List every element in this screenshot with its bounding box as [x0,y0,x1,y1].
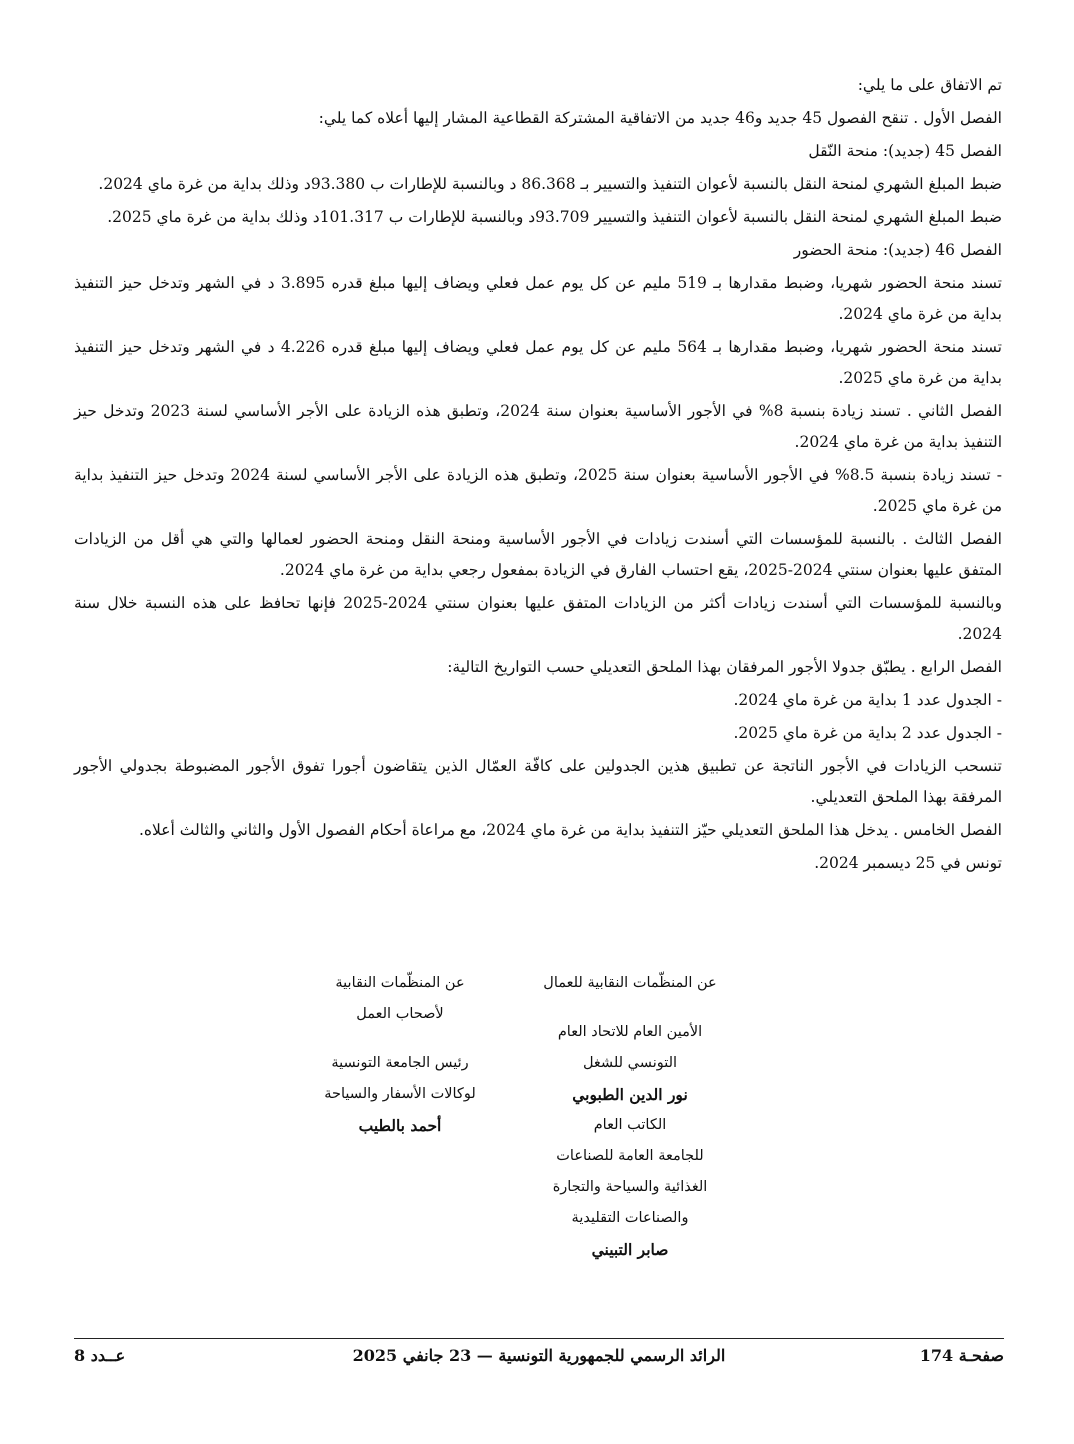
article-4: الفصل الرابع . يطبّق جدولا الأجور المرفقان بهذا الملحق التعديلي حسب التواريخ التالية: [447,658,1002,676]
signatory-name-1: نور الدين الطبوبي [572,1085,688,1104]
signatory-name-3: أحمد بالطيب [358,1116,442,1135]
document-body [74,70,1002,881]
gazette-title: الرائد الرسمي للجمهورية التونسية — 23 جانفي 2025 [352,1346,726,1365]
article-5: الفصل الخامس . يدخل هذا الملحق التعديلي حيّز التنفيذ بداية من غرة ماي 2024، مع مراعاة أحكام الفصول الأول والثاني والثالث أعلاه. [138,821,1002,839]
workers-heading: عن المنظّمات النقابية للعمال [543,975,717,991]
agreement-intro: تم الاتفاق على ما يلي: [857,76,1002,94]
issue-number: عــدد 8 [74,1346,126,1365]
employers-role-line2: لوكالات الأسفار والسياحة [324,1086,476,1102]
workers-signatures [520,968,740,1265]
employers-heading-line2: لأصحاب العمل [356,1006,444,1022]
article-4-continued: تنسحب الزيادات في الأجور الناتجة عن تطبيق هذين الجدولين على كافّة العمّال الذين يتقاضون أجورا تفوق الأجور المضبوطة بجدولي الأجور المرفقة بهذا الملحق التعديلي. [74,757,1002,806]
signing-place-date: تونس في 25 ديسمبر 2024. [814,854,1002,872]
article-3-continued: وبالنسبة للمؤسسات التي أسندت زيادات أكثر من الزيادات المتفق عليها بعنوان سنتي 2024-2025 فإنها تحافظ على هذه النسبة خلال سنة 2024. [74,594,1002,643]
footer-divider [74,1338,1004,1339]
transport-allowance-2025: ضبط المبلغ الشهري لمنحة النقل بالنسبة لأعوان التنفيذ والتسيير 93.709د وبالنسبة للإطارات ب 101.317د وذلك بداية من غرة ماي 2025. [107,208,1002,226]
table-1-item: - الجدول عدد 1 بداية من غرة ماي 2024. [733,691,1002,709]
article-1: الفصل الأول . تنقح الفصول 45 جديد و46 جديد من الاتفاقية المشتركة القطاعية المشار إليها أعلاه كما يلي: [318,109,1002,127]
article-45-heading: الفصل 45 (جديد): منحة النّقل [808,142,1002,160]
article-2-bullet: - تسند زيادة بنسبة 8.5% في الأجور الأساسية بعنوان سنة 2025، وتطبق هذه الزيادة على الأجر الأساسي لسنة 2024 وتدخل حيز التنفيذ بداية من غرة ماي 2025. [74,466,1002,515]
table-2-item: - الجدول عدد 2 بداية من غرة ماي 2025. [733,724,1002,742]
employers-role-line1: رئيس الجامعة التونسية [331,1055,469,1071]
federation-role-line1: الكاتب العام [593,1117,667,1133]
page-footer [74,1346,1004,1370]
attendance-allowance-2025: تسند منحة الحضور شهريا، وضبط مقدارها بـ 564 مليم عن كل يوم عمل فعلي ويضاف إليها مبلغ قدره 4.226 د في الشهر وتدخل حيز التنفيذ بداية من غرة ماي 2025. [74,338,1002,387]
employers-heading-line1: عن المنظّمات النقابية [335,975,465,991]
article-2: الفصل الثاني . تسند زيادة بنسبة 8% في الأجور الأساسية بعنوان سنة 2024، وتطبق هذه الزيادة على الأجر الأساسي لسنة 2023 وتدخل حيز التنفيذ بداية من غرة ماي 2024. [74,402,1003,451]
page-number: صفحـة 174 [919,1346,1004,1365]
signatory-name-2: صابر التبيني [591,1240,669,1259]
federation-role-line4: والصناعات التقليدية [571,1210,689,1226]
federation-role-line2: للجامعة العامة للصناعات [556,1148,704,1164]
federation-role-line3: الغذائية والسياحة والتجارة [552,1179,708,1195]
ugtt-role-line2: التونسي للشغل [582,1055,678,1071]
ugtt-role-line1: الأمين العام للاتحاد العام [557,1024,703,1040]
attendance-allowance-2024: تسند منحة الحضور شهريا، وضبط مقدارها بـ 519 مليم عن كل يوم عمل فعلي ويضاف إليها مبلغ قدره 3.895 د في الشهر وتدخل حيز التنفيذ بداية من غرة ماي 2024. [74,274,1002,323]
article-46-heading: الفصل 46 (جديد): منحة الحضور [793,241,1002,259]
employers-signatures [300,968,500,1141]
transport-allowance-2024: ضبط المبلغ الشهري لمنحة النقل بالنسبة لأعوان التنفيذ والتسيير بـ 86.368 د وبالنسبة للإطارات ب 93.380د وذلك بداية من غرة ماي 2024. [98,175,1002,193]
article-3: الفصل الثالث . بالنسبة للمؤسسات التي أسندت زيادات في الأجور الأساسية ومنحة النقل ومنحة الحضور لعمالها والتي هي أقل من الزيادات المتفق عليها بعنوان سنتي 2024-2025، يقع احتساب الفارق في الزيادة بمفعول رجعي بداية من غرة ماي 2024. [74,530,1002,579]
